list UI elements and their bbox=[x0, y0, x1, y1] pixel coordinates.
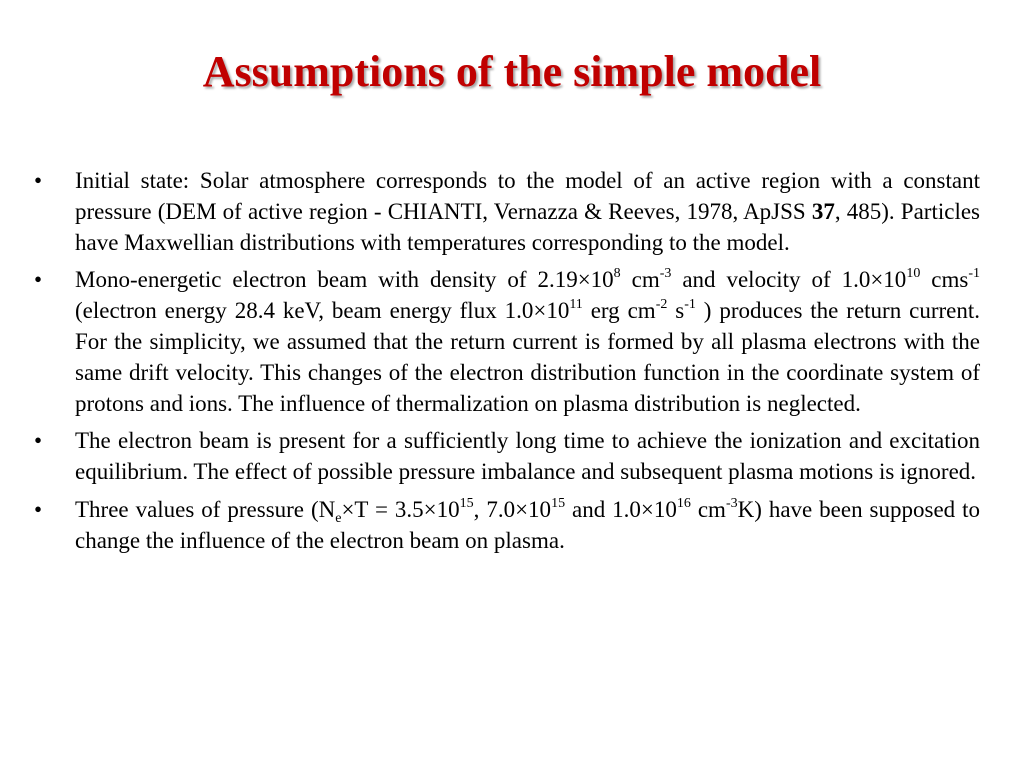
text: cms bbox=[920, 267, 969, 293]
exponent: -1 bbox=[968, 266, 980, 282]
bullet-list bbox=[34, 166, 980, 564]
exponent: 11 bbox=[569, 297, 583, 313]
bullet-item-equilibrium bbox=[34, 426, 980, 488]
subscript: e bbox=[335, 510, 342, 526]
exponent: 16 bbox=[676, 495, 691, 511]
exponent: -2 bbox=[655, 297, 668, 313]
text: (electron energy 28.4 keV, beam energy flux 1.0×10 bbox=[75, 298, 570, 324]
bullet-icon: • bbox=[34, 496, 43, 522]
exponent: -3 bbox=[659, 266, 672, 282]
bullet-icon: • bbox=[34, 267, 43, 293]
bullet-item-pressure-values bbox=[34, 495, 980, 557]
text: Initial state: Solar atmosphere corresponds to the model of an active region with a constant pressure (DEM of active region - CHIANTI, Vernazza & Reeves, 1978, ApJSS bbox=[75, 168, 980, 224]
exponent: -3 bbox=[725, 495, 738, 511]
text: and 1.0×10 bbox=[565, 496, 677, 522]
text: ×T = 3.5×10 bbox=[341, 496, 460, 522]
text: and velocity of 1.0×10 bbox=[671, 267, 907, 293]
text: cm bbox=[690, 496, 726, 522]
volume-number: 37 bbox=[811, 198, 835, 224]
text: ) produces the return current. For the simplicity, we assumed that the return current is formed by all plasma electrons with the same drift velocity. This changes of the electron distribution function in the coordinate system of protons and ions. The influence of thermalization on plasma distribution is neglected. bbox=[75, 298, 980, 416]
text: , 485). Particles have Maxwellian distributions with temperatures corresponding to the model. bbox=[75, 198, 980, 255]
text: erg cm bbox=[582, 298, 656, 324]
text: , 7.0×10 bbox=[473, 496, 552, 522]
text: The electron beam is present for a sufficiently long time to achieve the ionization and excitation equilibrium. The effect of possible pressure imbalance and subsequent plasma motions is ignored. bbox=[75, 428, 980, 485]
exponent: 15 bbox=[551, 495, 566, 511]
text: Mono-energetic electron beam with density of 2.19×10 bbox=[75, 267, 614, 293]
exponent: 10 bbox=[906, 266, 921, 282]
text: Three values of pressure (N bbox=[75, 496, 336, 522]
text: K) have been supposed to change the influence of the electron beam on plasma. bbox=[75, 496, 980, 553]
bullet-item-electron-beam bbox=[34, 265, 980, 419]
bullet-item-initial-state bbox=[34, 166, 980, 258]
text: cm bbox=[620, 267, 660, 293]
exponent: 15 bbox=[459, 495, 474, 511]
exponent: 8 bbox=[613, 266, 621, 282]
text: s bbox=[667, 298, 685, 324]
exponent: -1 bbox=[684, 297, 696, 313]
slide-title: Assumptions of the simple model bbox=[202, 47, 822, 96]
bullet-icon: • bbox=[34, 428, 43, 454]
bullet-icon: • bbox=[34, 168, 43, 193]
